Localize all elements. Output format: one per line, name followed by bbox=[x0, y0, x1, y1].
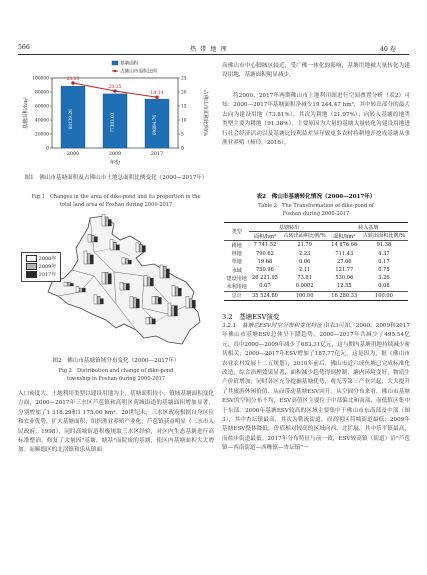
map-bar bbox=[189, 299, 192, 308]
map-bar bbox=[128, 260, 131, 264]
table-row bbox=[224, 241, 408, 250]
point-value-label: 18.14 bbox=[150, 91, 164, 97]
table2-sub-pct-out: 占转出面积比例/% bbox=[281, 232, 329, 241]
right-intro-text: 高佛山市中心脚城区较近，受广佛一体化的影响，基塘用地被大量转化为建设用地，基塘面积明显减少。 bbox=[222, 63, 410, 79]
table-cell: 7 741.52 bbox=[253, 242, 277, 249]
y-tick-label: 0 bbox=[46, 146, 49, 152]
map-bar bbox=[152, 296, 155, 304]
map-bar bbox=[150, 278, 153, 286]
table-cell: 21.79 bbox=[297, 242, 312, 249]
map-bar bbox=[94, 295, 97, 304]
table-cell: 100.00 bbox=[281, 291, 329, 300]
table2 bbox=[224, 222, 408, 301]
legend-item-2009: 2009年 bbox=[26, 263, 56, 271]
bar-value-label: 69894.76 bbox=[152, 114, 157, 135]
map-bar bbox=[116, 245, 119, 250]
map-bar bbox=[172, 286, 175, 296]
map-bar bbox=[88, 234, 91, 242]
map-bar bbox=[82, 288, 85, 292]
table-cell: 3.26 bbox=[378, 275, 390, 282]
x-tick-label: 2009 bbox=[108, 152, 122, 157]
map-bar bbox=[171, 306, 174, 316]
legend-item-2000: 2000年 bbox=[26, 255, 56, 263]
table-cell: 0.17 bbox=[378, 258, 390, 265]
table-cell: 121.77 bbox=[335, 267, 354, 274]
journal-name: 热 带 地 理 bbox=[190, 46, 228, 53]
figure2-legend bbox=[21, 252, 61, 282]
y2-tick-label: 5 bbox=[181, 132, 184, 138]
y2-axis-label: 占佛山市面积比例/% bbox=[202, 89, 208, 137]
map-bar bbox=[108, 220, 111, 227]
table2-col-out: 基塘转出 bbox=[249, 223, 328, 232]
table-cell: 0.06 bbox=[298, 258, 311, 265]
map-bar bbox=[67, 282, 70, 286]
table2-sub-area-in: 面积/hm² bbox=[329, 232, 360, 241]
map-bar bbox=[94, 237, 97, 242]
map-bar bbox=[130, 296, 133, 308]
map-bar bbox=[105, 272, 108, 284]
map-bar bbox=[100, 299, 103, 304]
table2-title-en-2: Foshan during 2000-2017 bbox=[282, 211, 350, 217]
table2-title-cn: 表2 佛山市基塘转化情况（2000—2017年） bbox=[256, 194, 376, 200]
figure1-chart bbox=[18, 60, 213, 172]
bar-value-label: 88139.26 bbox=[68, 109, 73, 130]
map-bar bbox=[139, 244, 142, 252]
y2-tick-label: 0 bbox=[181, 146, 184, 152]
y2-tick-label: 10 bbox=[181, 118, 187, 124]
table-cell: 73.81 bbox=[297, 275, 312, 282]
table-cell: 16 280.33 bbox=[329, 291, 360, 300]
table-row bbox=[224, 250, 408, 258]
legend-marker-proportion bbox=[114, 70, 117, 73]
table-cell-type: 总计 bbox=[224, 291, 249, 300]
section-3-2-1-body: 由表3可知，2000、2009和2017年佛山市基塘ESV总体呈下降趋势，2000—2017年共减少了495.54亿元，其中2000—2009年减少了683.31亿元，这与期内基塘用地持续减少密切相关；2009—2017年ESV增加了187.77亿元，这是因为，据《佛山市农业农村发展十二五规划》，2010年前后，佛山市近六成鱼塘已完成标准化改造，综合治理效果显著，面积减少趋势得到控制，塘内环境变好，物质生产价值增加；同时各区充分挖掘基塘优势，观光等第三产业兴起，大大提升了其旅游休闲价值，从而带动基塘ESV回升。从空间分布来看，佛山市基塘ESV的空间分布不均，ESV高值区主要位于中部偏北和南部，而低值区集中于东部。2000年基塘ESV较高的区域主要集中于佛山市东南部及中部（图3），其中杏坛镇最高，其次为勒流街道，而高明区荷城街道最低；2009年基塘ESV整体降低，价值相对较高的区域向西、北扩展，其中乐平镇最高，而盐步街道最低。2017年分布特征与前一致，ESV较高镇（街道）沿"芦苞镇—西南街道—西樵镇—杏坛镇"一 bbox=[222, 323, 410, 452]
table-row bbox=[224, 291, 408, 300]
map-bar bbox=[144, 276, 147, 286]
map-bar bbox=[122, 258, 125, 265]
map-bar bbox=[126, 284, 129, 291]
table-row bbox=[224, 274, 408, 282]
map-bar bbox=[163, 266, 166, 278]
map-bar bbox=[149, 318, 152, 325]
table-cell: 0.08 bbox=[378, 283, 390, 290]
table2-sub-pct-in: 占转出面积比例/% bbox=[360, 232, 408, 241]
table2-sub-area-out: 面积/hm² bbox=[249, 232, 280, 241]
map-bar bbox=[79, 288, 82, 292]
x-axis-label: 年份 bbox=[109, 160, 121, 166]
foshan-district-outline bbox=[48, 216, 200, 344]
point-value-label: 20.35 bbox=[108, 85, 122, 91]
header-rule bbox=[18, 54, 409, 55]
map-bar bbox=[160, 265, 163, 278]
map-bar bbox=[125, 259, 128, 264]
map-bar bbox=[70, 283, 73, 286]
legend-label-area: 基塘面积 bbox=[120, 61, 139, 67]
map-bar bbox=[178, 288, 181, 296]
table-cell-type: 耕地 bbox=[231, 242, 242, 249]
y-tick-label: 100000 bbox=[32, 76, 49, 82]
map-bar bbox=[110, 240, 113, 250]
table-row bbox=[224, 282, 408, 291]
map-bar bbox=[97, 296, 100, 304]
map-bar bbox=[120, 282, 123, 290]
map-bar bbox=[186, 296, 189, 308]
map-bar bbox=[152, 319, 155, 324]
y-axis-label: 基塘面积/hm² bbox=[23, 97, 29, 129]
x-tick-label: 2000 bbox=[66, 152, 80, 157]
table-cell: 530.06 bbox=[335, 275, 354, 282]
table-cell: 0.75 bbox=[378, 267, 390, 274]
table2-col-type: 类型 bbox=[224, 223, 249, 241]
y-tick-label: 40000 bbox=[35, 118, 49, 124]
table-cell: 0.0002 bbox=[295, 283, 314, 290]
bar-value-label: 77303.03 bbox=[110, 112, 115, 133]
table-cell: 711.43 bbox=[335, 250, 354, 257]
table2-col-in: 转入基塘 bbox=[329, 223, 408, 232]
table-cell: 790.62 bbox=[256, 250, 274, 257]
map-bar bbox=[87, 254, 90, 264]
figure2-caption-en-1: Fig.2 Distribution and change of dike-pond bbox=[58, 368, 174, 374]
map-bar bbox=[192, 300, 195, 308]
map-bar bbox=[136, 243, 139, 252]
x-tick-label: 2017 bbox=[150, 152, 164, 157]
table-cell-type: 未利用地 bbox=[226, 283, 247, 290]
figure1-caption-cn: 图1 佛山市基塘面积及占佛山市土地总面积比例变化（2000—2017年） bbox=[24, 175, 208, 181]
map-bar bbox=[168, 303, 171, 316]
table-row bbox=[224, 258, 408, 266]
map-bar bbox=[113, 242, 116, 250]
section-3-2-1-label: 3.2.1 基塘总ESV时空分布和变化特征 bbox=[222, 323, 322, 329]
table-cell-type: 水域 bbox=[231, 267, 242, 274]
map-bar bbox=[84, 251, 87, 264]
table-cell: 91.38 bbox=[376, 242, 392, 249]
map-bar bbox=[133, 298, 136, 308]
map-bar bbox=[147, 277, 150, 286]
table-cell: 750.96 bbox=[256, 267, 274, 274]
page-number: 566 bbox=[18, 44, 30, 51]
table-cell-type: 草地 bbox=[231, 259, 242, 266]
section-3-2-1-text bbox=[222, 322, 410, 454]
table-cell: 14 876.66 bbox=[331, 242, 358, 249]
table-cell-type: 建设用地 bbox=[226, 275, 247, 282]
right-paragraph-2: 将2000、2017年两期佛山市土地利用图进行空间叠置分析（表2）可知：2000—2017年基塘面积净减少19 244.47 hm²，其中转出部分的最大去向为建设用地（73.81%）。其次为耕地（21.97%）；向转入基塘的地类类型主要为耕地（91.38%）。主要原因为大量的基塘大量转化为建设用地进行社会经济活动以及基塘比较利益差异导致更多农村将耕地开挖成基塘从事渔业养殖（杨玲，2016）。 bbox=[222, 93, 410, 147]
map-bar bbox=[91, 236, 94, 243]
table-cell: 4.37 bbox=[378, 250, 390, 257]
figure1-caption-en-1: Fig.1 Changes in the area of dike-pond and its proportion in the bbox=[31, 194, 201, 200]
map-bar bbox=[105, 217, 108, 226]
y-tick-label: 20000 bbox=[35, 132, 49, 138]
table-cell: 2.11 bbox=[298, 267, 311, 274]
legend-item-2017: 2017年 bbox=[26, 271, 56, 279]
map-bar bbox=[76, 287, 79, 292]
map-bar bbox=[166, 269, 169, 278]
map-bar bbox=[146, 318, 149, 325]
table-cell: 100.00 bbox=[360, 291, 408, 300]
figure2-caption-cn: 图2 佛山市基塘镇域分布变化（2000—2017年） bbox=[52, 358, 180, 364]
table-cell: 0.07 bbox=[259, 283, 271, 290]
y2-tick-label: 25 bbox=[181, 76, 187, 82]
map-bar bbox=[175, 287, 178, 296]
legend-swatch-area bbox=[112, 61, 118, 65]
table-cell: 2.23 bbox=[298, 250, 311, 257]
map-bar bbox=[142, 246, 145, 253]
map-bar bbox=[155, 296, 158, 304]
figure2-caption-en-2: township in Foshan during 2000-2017 bbox=[66, 376, 166, 382]
table-cell: 26 221.95 bbox=[252, 275, 278, 282]
y-tick-label: 60000 bbox=[35, 104, 49, 110]
table-cell: 35 524.80 bbox=[249, 291, 280, 300]
table-cell: 27.66 bbox=[336, 258, 352, 265]
y2-tick-label: 15 bbox=[181, 104, 187, 110]
table-cell: 12.55 bbox=[336, 283, 352, 290]
left-body-text: 入口密度大，土地利用类型以建设用地为主，基塘面积较小；镇域基塘面积变化方面，2000—2017年三水区芦苞镇和高明区荷城街道的基塘面积增加显著，分别增加了1 318.29和1 175.06 hm²。20世纪末，三水区政府根据自身区位和农业优势，扩大基塘面积，组织渔业养殖产业化，芦苞镇获益明显（三水市人民政府，1998），同时高城街道积极规取三水区经验，对区内生态基塘进行高标准整治，修复了大量因"基塘、塘基"而院废的基塘，使区内基塘面积大大增加。而顺德区的北滘镇和乐从镇面 bbox=[18, 391, 214, 454]
volume: 40 卷 bbox=[380, 46, 397, 53]
foshan-map-graphic bbox=[18, 212, 214, 352]
map-bar bbox=[90, 255, 93, 264]
y-tick-label: 80000 bbox=[35, 90, 49, 96]
map-bar bbox=[102, 214, 105, 226]
map-bar bbox=[136, 299, 139, 308]
section-3-2-heading: 3.2 基塘ESV演变 bbox=[222, 313, 280, 321]
legend-label-proportion: 占佛山市面积比例 bbox=[120, 69, 157, 75]
table2-title-en-1: Table 2 The Transformation of dike-pond of bbox=[258, 203, 374, 209]
table-cell: 19.68 bbox=[257, 258, 273, 265]
figure2-map bbox=[18, 212, 214, 352]
map-bar bbox=[64, 282, 67, 286]
y2-tick-label: 20 bbox=[181, 90, 187, 96]
figure1-caption-en-2: total land area of Foshan during 2000-2017 bbox=[59, 202, 173, 208]
table-row bbox=[224, 266, 408, 274]
map-bar bbox=[108, 274, 111, 284]
map-bar bbox=[174, 306, 177, 316]
map-bar bbox=[102, 272, 105, 284]
map-bar bbox=[158, 298, 161, 305]
point-value-label: 23.21 bbox=[66, 77, 80, 83]
map-bar bbox=[123, 284, 126, 291]
table-cell-type: 林地 bbox=[231, 251, 242, 258]
